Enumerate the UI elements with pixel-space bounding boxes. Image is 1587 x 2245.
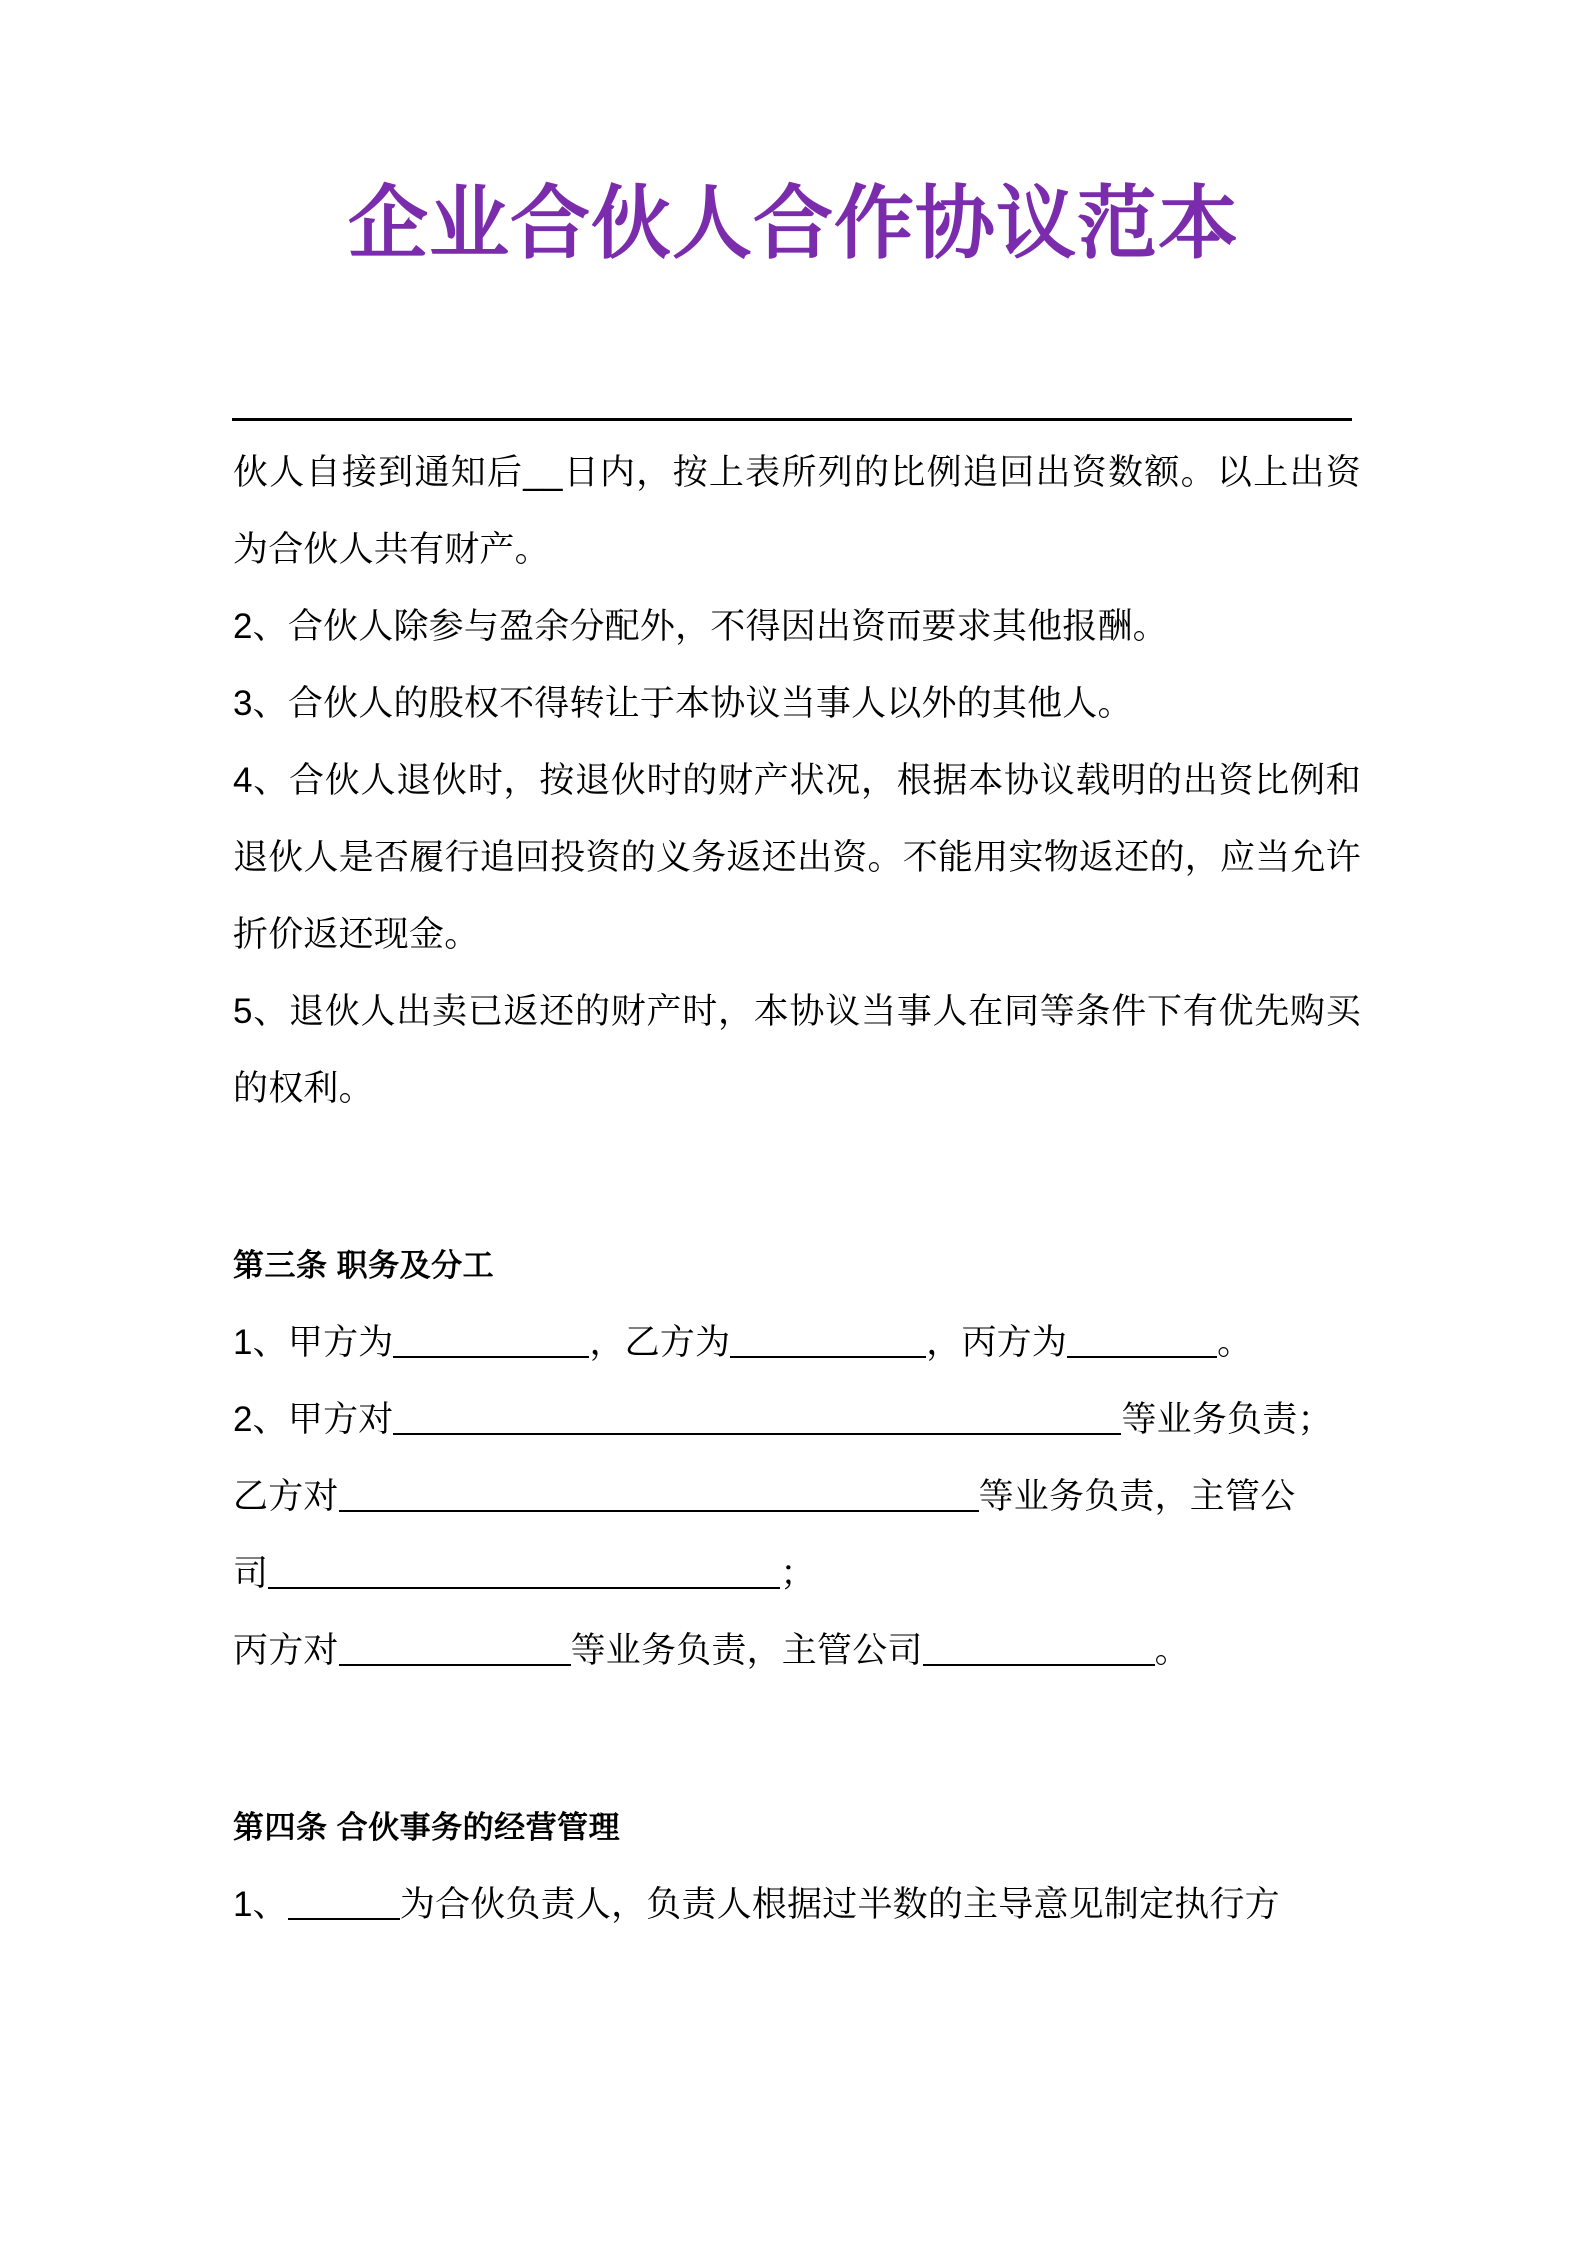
title-divider (232, 418, 1352, 421)
clause-item-4: 4、合伙人退伙时，按退伙时的财产状况，根据本协议载明的出资比例和退伙人是否履行追回投资的义务返还出资。不能用实物返还的，应当允许折价返还现金。 (233, 761, 1361, 954)
party-b-prefix: 乙方对 (233, 1477, 339, 1516)
page-title: 企业合伙人合作协议范本 (348, 179, 1239, 268)
section-spacer-two (233, 1689, 1361, 1789)
item-2-suffix: 等业务负责； (1121, 1400, 1333, 1439)
fill-blank-party-c-company[interactable] (923, 1634, 1155, 1666)
section-three-item-1 (233, 1304, 1361, 1381)
fill-blank-party-a-role[interactable] (393, 1326, 589, 1358)
section-heading-three: 第三条 职务及分工 (233, 1248, 495, 1283)
company-suffix: ； (780, 1554, 816, 1593)
section-heading-four: 第四条 合伙事务的经营管理 (233, 1810, 621, 1845)
document-body (233, 434, 1361, 1943)
clause-item-3: 3、合伙人的股权不得转让于本协议当事人以外的其他人。 (233, 684, 1133, 723)
item-1-mid-2: ，丙方为 (926, 1323, 1068, 1362)
item-1-prefix: 1、甲方为 (233, 1323, 394, 1362)
item-1-text: 为合伙负责人，负责人根据过半数的主导意见制定执行方 (399, 1885, 1280, 1924)
fill-blank-party-b-role[interactable] (730, 1326, 926, 1358)
fill-blank-party-b-company[interactable] (268, 1557, 780, 1589)
fill-blank-party-a-business[interactable] (393, 1403, 1121, 1435)
section-spacer (233, 1127, 1361, 1227)
party-c-suffix: 。 (1154, 1631, 1190, 1670)
fill-blank-party-c-role[interactable] (1067, 1326, 1217, 1358)
fill-blank-partnership-leader[interactable] (288, 1888, 400, 1920)
item-1-mid-1: ，乙方为 (589, 1323, 731, 1362)
section-four-item-1 (233, 1866, 1361, 1943)
item-1-suffix: 。 (1217, 1323, 1253, 1362)
fill-blank-party-c-business[interactable] (339, 1634, 571, 1666)
item-2-prefix: 2、甲方对 (233, 1400, 394, 1439)
section-three-item-2-line3 (233, 1535, 1361, 1612)
section-three-item-2 (233, 1381, 1361, 1458)
item-1-number: 1、 (233, 1885, 288, 1924)
section-three-item-2-line2 (233, 1458, 1361, 1535)
company-prefix: 司 (233, 1554, 269, 1593)
clause-item-2: 2、合伙人除参与盈余分配外，不得因出资而要求其他报酬。 (233, 607, 1168, 646)
paragraph-continuation: 伙人自接到通知后__日内，按上表所列的比例追回出资数额。以上出资为合伙人共有财产。 (233, 453, 1361, 569)
party-c-mid: 等业务负责，主管公司 (570, 1631, 923, 1670)
party-b-mid: 等业务负责，主管公 (978, 1477, 1296, 1516)
section-three-item-3 (233, 1612, 1361, 1689)
party-c-prefix: 丙方对 (233, 1631, 339, 1670)
clause-item-5: 5、退伙人出卖已返还的财产时，本协议当事人在同等条件下有优先购买的权利。 (233, 992, 1361, 1108)
fill-blank-party-b-business[interactable] (339, 1480, 979, 1512)
